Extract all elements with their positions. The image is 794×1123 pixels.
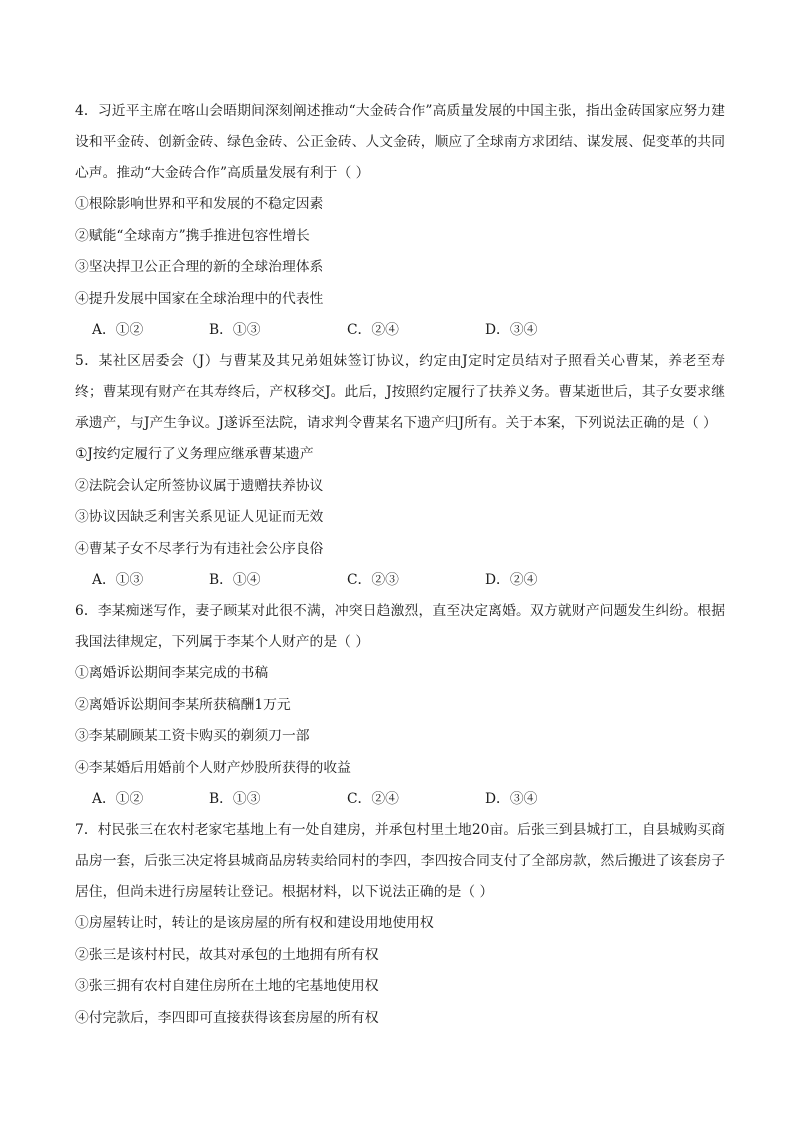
statement-1: ①房屋转让时，转让的是该房屋的所有权和建设用地使用权 xyxy=(75,915,434,931)
statement-4: ④提升发展中国家在全球治理中的代表性 xyxy=(75,290,324,307)
question-6 xyxy=(75,596,725,815)
statement-4: ④曹某子女不尽孝行为有违社会公序良俗 xyxy=(75,540,324,557)
question-list xyxy=(75,96,725,1034)
statement-2: ②张三是该村村民，故其对承包的土地拥有所有权 xyxy=(75,946,379,963)
statement-3: ③李某刷顾某工资卡购买的剃须刀一部 xyxy=(75,728,310,744)
choice-d: D．③④ xyxy=(485,791,538,807)
choice-b: B．①③ xyxy=(209,791,261,807)
statement-3: ③坚决捍卫公正合理的新的全球治理体系 xyxy=(75,259,324,275)
statement-1: ①离婚诉讼期间李某完成的书稿 xyxy=(75,665,269,681)
statement-3: ③张三拥有农村自建住房所在土地的宅基地使用权 xyxy=(75,978,379,994)
answer-choices xyxy=(75,565,725,596)
question-stem: 6．李某痴迷写作，妻子顾某对此很不满，冲突日趋激烈，直至决定离婚。双方就财产问题发生纠纷。根据我国法律规定，下列属于李某个人财产的是（ ） xyxy=(75,603,725,650)
choice-b: B．①④ xyxy=(209,572,261,588)
question-4 xyxy=(75,96,725,346)
choice-c: C．②④ xyxy=(347,791,399,807)
question-stem: 7．村民张三在农村老家宅基地上有一处自建房，并承包村里土地20亩。后张三到县城打工，自县城购买商品房一套，后张三决定将县城商品房转卖给同村的李四，李四按合同支付了全部房款，然后搬进了该套房子居住，但尚未进行房屋转让登记。根据材料，以下说法正确的是（ ） xyxy=(75,822,725,900)
choice-c: C．②③ xyxy=(347,572,399,588)
statement-2: ②法院会认定所签协议属于遗赠扶养协议 xyxy=(75,477,324,494)
statement-3: ③协议因缺乏利害关系见证人见证而无效 xyxy=(75,509,324,525)
choice-c: C．②④ xyxy=(347,322,399,338)
statement-2: ②离婚诉讼期间李某所获稿酬1万元 xyxy=(75,696,291,713)
choice-b: B．①③ xyxy=(209,322,261,338)
choice-a: A．①③ xyxy=(92,572,144,588)
statement-4: ④李某婚后用婚前个人财产炒股所获得的收益 xyxy=(75,759,351,776)
choice-a: A．①② xyxy=(92,322,144,338)
question-5 xyxy=(75,346,725,596)
statement-1: ①根除影响世界和平和发展的不稳定因素 xyxy=(75,196,324,212)
statement-1: ①J按约定履行了义务理应继承曹某遗产 xyxy=(75,446,314,462)
answer-choices xyxy=(75,315,725,346)
statement-2: ②赋能“全球南方”携手推进包容性增长 xyxy=(75,227,310,244)
question-stem: 5．某社区居委会（J）与曹某及其兄弟姐妹签订协议，约定由J定时定员结对子照看关心曹某，养老至寿终；曹某现有财产在其寿终后，产权移交J。此后，J按照约定履行了扶养义务。曹某逝世后，其子女要求继承遗产，与J产生争议。J遂诉至法院，请求判令曹某名下遗产归J所有。关于本案，下列说法正确的是（ ） xyxy=(75,353,725,431)
statement-4: ④付完款后，李四即可直接获得该套房屋的所有权 xyxy=(75,1009,379,1026)
choice-d: D．②④ xyxy=(485,572,538,588)
choice-d: D．③④ xyxy=(485,322,538,338)
question-stem: 4．习近平主席在喀山会晤期间深刻阐述推动“大金砖合作”高质量发展的中国主张，指出金砖国家应努力建设和平金砖、创新金砖、绿色金砖、公正金砖、人文金砖，顺应了全球南方求团结、谋发展、促变革的共同心声。推动“大金砖合作”高质量发展有利于（ ） xyxy=(75,103,725,181)
answer-choices xyxy=(75,784,725,815)
question-7 xyxy=(75,815,725,1034)
choice-a: A．①② xyxy=(92,791,144,807)
